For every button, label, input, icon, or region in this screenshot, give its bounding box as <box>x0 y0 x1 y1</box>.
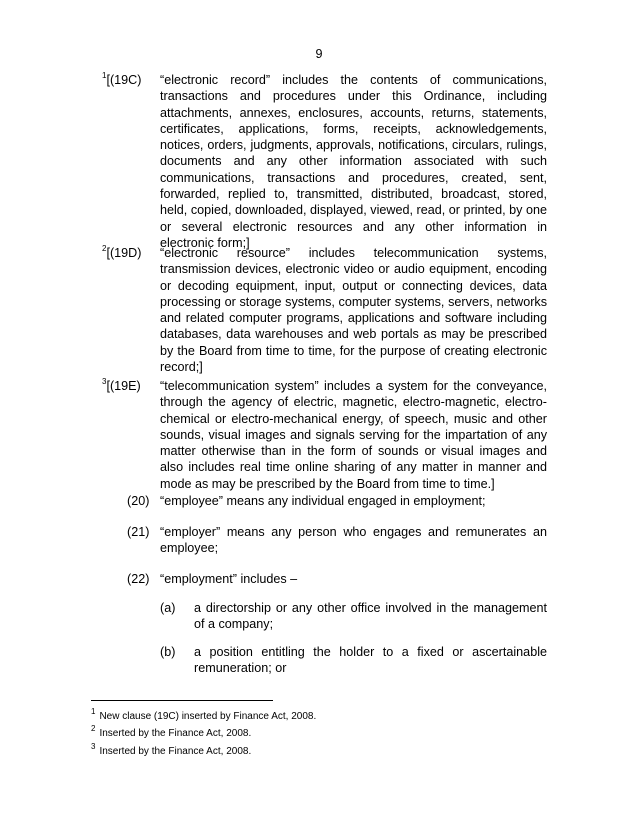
clause-number: (22) <box>127 572 150 586</box>
footnote-text: New clause (19C) inserted by Finance Act, 2008. <box>99 711 317 722</box>
clause-label <box>102 245 141 261</box>
clause-text: “electronic record” includes the contents of communications, transactions and procedures under this Ordinance, including attachments, annexes, enclosures, accounts, returns, statements, certificates, applications, forms, receipts, acknowledgements, notices, orders, judgments, approvals, notifications, circulars, rulings, documents and any other information associated with such communications, transactions and procedures, created, sent, forwarded, replied to, transmitted, distributed, broadcast, stored, held, copied, downloaded, displayed, viewed, read, or printed, by one or several electronic resources and any other information in electronic form;] <box>160 73 547 250</box>
clause-19e <box>102 378 547 492</box>
clause-21 <box>127 524 547 557</box>
footnote-ref[interactable]: 1 <box>102 71 107 80</box>
clause-19c <box>102 72 547 251</box>
footnote-marker: 3 <box>91 742 96 751</box>
footnote-marker: 1 <box>91 707 96 716</box>
clause-number: [(19D) <box>106 246 142 260</box>
item-text: a position entitling the holder to a fixed or ascertainable remuneration; or <box>194 645 547 676</box>
footnote-divider <box>91 700 273 701</box>
footnote-ref[interactable]: 3 <box>102 377 107 386</box>
clause-number: (20) <box>127 494 150 508</box>
footnote-3 <box>91 742 252 758</box>
clause-number: [(19E) <box>106 379 141 393</box>
footnote-ref[interactable]: 2 <box>102 244 107 253</box>
footnote-1 <box>91 707 317 723</box>
item-a <box>160 600 547 633</box>
clause-label <box>102 378 141 394</box>
clause-number: [(19C) <box>106 73 142 87</box>
clause-number: (21) <box>127 525 150 539</box>
clause-22 <box>127 571 547 587</box>
item-label: (b) <box>160 645 176 659</box>
clause-20 <box>127 493 547 509</box>
page-number: 9 <box>315 47 323 61</box>
clause-text: “telecommunication system” includes a system for the conveyance, through the agency of electric, magnetic, electro-magnetic, electro-chemical or electro-mechanical energy, of speech, music and other sounds, visual images and signals serving for the impartation of any matter otherwise than in the form of sounds or visual images and also includes real time online sharing of any matter in manner and mode as may be prescribed by the Board from time to time.] <box>160 379 547 491</box>
footnote-marker: 2 <box>91 724 96 733</box>
item-b <box>160 644 547 677</box>
item-label: (a) <box>160 601 176 615</box>
clause-text: “electronic resource” includes telecommunication systems, transmission devices, electronic video or audio equipment, encoding or decoding equipment, input, output or connecting devices, data processing or storage systems, computer systems, servers, networks and related computer programs, applications and software including databases, data warehouses and web portals as may be prescribed by the Board from time to time, for the purpose of creating electronic record;] <box>160 246 547 375</box>
clause-text: “employment” includes – <box>160 572 298 586</box>
clause-text: “employee” means any individual engaged in employment; <box>160 494 486 508</box>
footnote-text: Inserted by the Finance Act, 2008. <box>99 746 252 757</box>
clause-19d <box>102 245 547 375</box>
item-text: a directorship or any other office involved in the management of a company; <box>194 601 547 632</box>
footnote-2 <box>91 724 252 740</box>
clause-text: “employer” means any person who engages and remunerates an employee; <box>160 525 547 556</box>
footnote-text: Inserted by the Finance Act, 2008. <box>99 728 252 739</box>
clause-label <box>102 72 141 88</box>
